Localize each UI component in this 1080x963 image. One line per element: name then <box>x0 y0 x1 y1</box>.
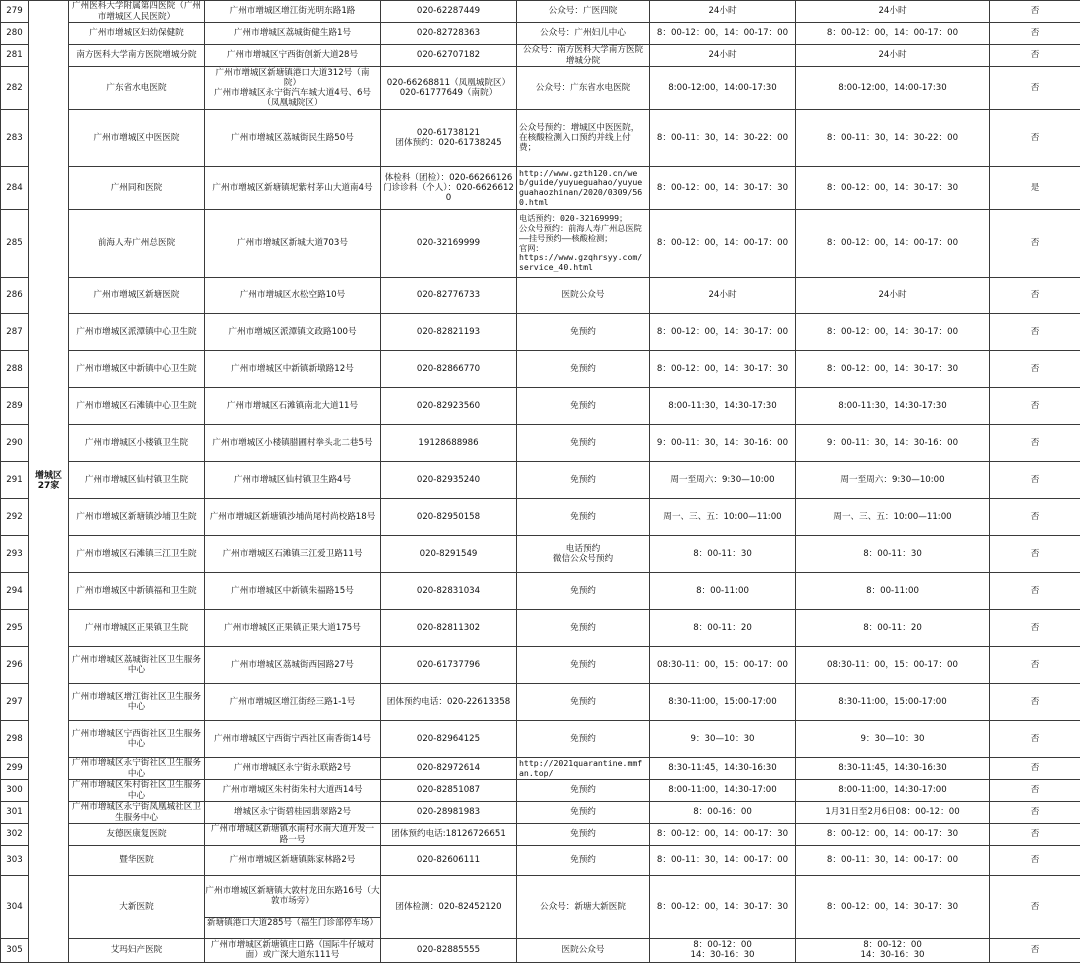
hours-holiday: 24小时 <box>796 45 990 67</box>
hours-weekday: 8：00-12：00，14：30-17：30 <box>650 351 796 388</box>
table-row <box>1 610 1080 647</box>
hospital-name: 广州市增城区荔城街社区卫生服务中心 <box>69 647 205 684</box>
table-row <box>1 684 1080 721</box>
row-number: 281 <box>1 45 29 67</box>
hospital-address: 广州市增城区荔城街民生路50号 <box>205 110 381 167</box>
flag-cell: 否 <box>990 780 1080 802</box>
row-number: 283 <box>1 110 29 167</box>
hours-holiday: 8:30-11:45，14:30-16:30 <box>796 758 990 780</box>
hours-weekday: 8：00-12：00，14：00-17：30 <box>650 824 796 846</box>
booking-method: 免预约 <box>517 610 650 647</box>
row-number: 287 <box>1 314 29 351</box>
booking-method: 公众号：广医四院 <box>517 1 650 23</box>
row-number: 286 <box>1 278 29 314</box>
table-row <box>1 536 1080 573</box>
row-number: 289 <box>1 388 29 425</box>
hours-holiday: 8：00-12：00，14：30-17：30 <box>796 876 990 939</box>
flag-cell: 否 <box>990 45 1080 67</box>
hospital-phone: 020-28981983 <box>381 802 517 824</box>
hospital-address: 广州市增城区新塘镇水南村水南大道开发一路一号 <box>205 824 381 846</box>
hours-holiday: 8：00-11：30，14：00-17：00 <box>796 846 990 876</box>
row-number: 288 <box>1 351 29 388</box>
flag-cell: 否 <box>990 23 1080 45</box>
hours-holiday: 8:30-11:00，15:00-17:00 <box>796 684 990 721</box>
hours-weekday: 8：00-16：00 <box>650 802 796 824</box>
row-number: 301 <box>1 802 29 824</box>
hospital-address: 广州市增城区新塘镇沙埔尚尾村尚校路18号 <box>205 499 381 536</box>
hours-weekday: 9：00-11：30，14：30-16：00 <box>650 425 796 462</box>
table-row <box>1 210 1080 278</box>
hospital-phone: 020-82950158 <box>381 499 517 536</box>
hospital-address: 广州市增城区正果镇正果大道175号 <box>205 610 381 647</box>
table-row <box>1 45 1080 67</box>
hours-holiday: 8:00-11:30，14:30-17:30 <box>796 388 990 425</box>
flag-cell: 否 <box>990 210 1080 278</box>
hours-holiday: 8：00-12：00，14：30-17：00 <box>796 314 990 351</box>
table-row <box>1 351 1080 388</box>
hours-weekday: 8：00-12：00，14：00-17：00 <box>650 23 796 45</box>
hours-weekday: 8：00-12：00 14：30-16：30 <box>650 938 796 962</box>
hospital-name: 南方医科大学南方医院增城分院 <box>69 45 205 67</box>
hospital-name: 广州市增城区新塘镇沙埔卫生院 <box>69 499 205 536</box>
hours-weekday: 8：00-12：00，14：30-17：30 <box>650 876 796 939</box>
row-number: 304 <box>1 876 29 939</box>
hours-holiday: 8：00-12：00，14：30-17：30 <box>796 351 990 388</box>
hospital-phone: 体检科（团检）：020-66266126 门诊诊科（个人）：020-66266120 <box>381 167 517 210</box>
booking-link[interactable]: http://2021quarantine.mmfan.top/ <box>517 758 650 780</box>
booking-method: 公众号：南方医科大学南方医院增城分院 <box>517 45 650 67</box>
hospital-phone: 19128688986 <box>381 425 517 462</box>
flag-cell: 否 <box>990 351 1080 388</box>
booking-method: 免预约 <box>517 721 650 758</box>
booking-method: 公众号：新塘大新医院 <box>517 876 650 939</box>
table-row <box>1 167 1080 210</box>
hospital-phone: 020-8291549 <box>381 536 517 573</box>
hospital-phone: 020-82923560 <box>381 388 517 425</box>
hospital-address: 广州市增城区朱村街朱村大道西14号 <box>205 780 381 802</box>
flag-cell: 否 <box>990 684 1080 721</box>
row-number: 297 <box>1 684 29 721</box>
booking-method: 公众号：广东省水电医院 <box>517 67 650 110</box>
hours-holiday: 8：00-12：00，14：00-17：00 <box>796 23 990 45</box>
hours-weekday: 8：00-12：00，14：00-17：00 <box>650 210 796 278</box>
flag-cell: 否 <box>990 388 1080 425</box>
row-number: 296 <box>1 647 29 684</box>
booking-method: 医院公众号 <box>517 938 650 962</box>
flag-cell: 否 <box>990 573 1080 610</box>
table-row <box>1 425 1080 462</box>
hospital-name: 艾玛妇产医院 <box>69 938 205 962</box>
hospital-phone: 020-61737796 <box>381 647 517 684</box>
hours-holiday: 24小时 <box>796 1 990 23</box>
table-row <box>1 758 1080 780</box>
hours-holiday: 8：00-11：20 <box>796 610 990 647</box>
hospital-address: 广州市增城区永宁街永联路2号 <box>205 758 381 780</box>
hours-weekday: 24小时 <box>650 45 796 67</box>
flag-cell: 否 <box>990 876 1080 939</box>
row-number: 285 <box>1 210 29 278</box>
hours-weekday: 周一至周六：9:30—10:00 <box>650 462 796 499</box>
hospital-address: 广州市增城区宁西街宁西社区南香街14号 <box>205 721 381 758</box>
flag-cell: 否 <box>990 938 1080 962</box>
hospital-address: 广州市增城区新城大道703号 <box>205 210 381 278</box>
hours-weekday: 8:00-12:00，14:00-17:30 <box>650 67 796 110</box>
hospital-phone: 020-82964125 <box>381 721 517 758</box>
hospital-name: 广州市增城区小楼镇卫生院 <box>69 425 205 462</box>
hospital-phone: 020-82776733 <box>381 278 517 314</box>
booking-method: 免预约 <box>517 780 650 802</box>
row-number: 303 <box>1 846 29 876</box>
hospital-phone: 团体预约电话：020-22613358 <box>381 684 517 721</box>
hospital-name: 广州市增城区妇幼保健院 <box>69 23 205 45</box>
flag-cell: 否 <box>990 721 1080 758</box>
hours-weekday: 24小时 <box>650 1 796 23</box>
hospital-address: 广州市增城区荔城街健生路1号 <box>205 23 381 45</box>
table-row <box>1 1 1080 23</box>
flag-cell: 否 <box>990 824 1080 846</box>
flag-cell: 否 <box>990 536 1080 573</box>
table-row <box>1 499 1080 536</box>
table-row <box>1 67 1080 110</box>
table-row <box>1 110 1080 167</box>
booking-method: 免预约 <box>517 351 650 388</box>
hospital-address: 广州市增城区荔城街西园路27号 <box>205 647 381 684</box>
table-row <box>1 938 1080 962</box>
hospital-phone: 020-82851087 <box>381 780 517 802</box>
booking-method: 免预约 <box>517 425 650 462</box>
booking-method: 公众号：广州妇儿中心 <box>517 23 650 45</box>
hours-holiday: 8:00-12:00，14:00-17:30 <box>796 67 990 110</box>
table-row <box>1 802 1080 824</box>
hospital-name: 广州市增城区宁西街社区卫生服务中心 <box>69 721 205 758</box>
flag-cell: 是 <box>990 167 1080 210</box>
row-number: 282 <box>1 67 29 110</box>
hospital-address: 广州市增城区石滩镇三江爱卫路11号 <box>205 536 381 573</box>
row-number: 305 <box>1 938 29 962</box>
flag-cell: 否 <box>990 425 1080 462</box>
hospital-phone: 020-32169999 <box>381 210 517 278</box>
hospital-phone: 020-82972614 <box>381 758 517 780</box>
hospital-address: 广州市增城区水松空路10号 <box>205 278 381 314</box>
address-line-1: 广州市增城区新塘镇大敦村龙田东路16号（大敦市场旁） <box>205 886 380 906</box>
hours-holiday: 8：00-12：00，14：00-17：00 <box>796 210 990 278</box>
row-number: 299 <box>1 758 29 780</box>
flag-cell: 否 <box>990 1 1080 23</box>
hospital-name: 广州市增城区新塘医院 <box>69 278 205 314</box>
hospital-name: 广州市增城区永宁街凤凰城社区卫生服务中心 <box>69 802 205 824</box>
flag-cell: 否 <box>990 314 1080 351</box>
hospital-name: 广州市增城区正果镇卫生院 <box>69 610 205 647</box>
hospital-name: 广州市增城区增江街社区卫生服务中心 <box>69 684 205 721</box>
hours-holiday: 8：00-12：00，14：00-17：30 <box>796 824 990 846</box>
booking-method: 免预约 <box>517 824 650 846</box>
hours-holiday: 8：00-12：00 14：30-16：30 <box>796 938 990 962</box>
hours-weekday: 8:00-11:30，14:30-17:30 <box>650 388 796 425</box>
hours-weekday: 8：00-11:00 <box>650 573 796 610</box>
booking-method: 公众号预约：增城区中医医院，在核酸检测入口预约并线上付费； <box>517 110 650 167</box>
hours-weekday: 8：00-12：00，14：30-17：30 <box>650 167 796 210</box>
hospital-phone: 020-82606111 <box>381 846 517 876</box>
hospital-phone: 020-82885555 <box>381 938 517 962</box>
table-row <box>1 647 1080 684</box>
flag-cell: 否 <box>990 610 1080 647</box>
row-number: 279 <box>1 1 29 23</box>
hospital-name: 广州市增城区派潭镇中心卫生院 <box>69 314 205 351</box>
hospital-phone: 020-82821193 <box>381 314 517 351</box>
booking-method: 免预约 <box>517 647 650 684</box>
hospital-address: 广州市增城区新塘镇港口大道312号（南院） 广州市增城区永宁街汽车城大道4号、6号（凤凰城院区） <box>205 67 381 110</box>
hours-weekday: 8:30-11:45，14:30-16:30 <box>650 758 796 780</box>
hours-weekday: 周一、三、五：10:00—11:00 <box>650 499 796 536</box>
flag-cell: 否 <box>990 462 1080 499</box>
hospital-address: 广州市增城区增江街光明东路1路 <box>205 1 381 23</box>
hospital-name: 广州市增城区中新镇福和卫生院 <box>69 573 205 610</box>
table-row <box>1 721 1080 758</box>
row-number: 280 <box>1 23 29 45</box>
hospital-name: 广州市增城区仙村镇卫生院 <box>69 462 205 499</box>
booking-method: 免预约 <box>517 573 650 610</box>
hospital-address: 广州市增城区石滩镇南北大道11号 <box>205 388 381 425</box>
table-row <box>1 462 1080 499</box>
hospital-name: 广州医科大学附属第四医院（广州市增城区人民医院） <box>69 1 205 23</box>
row-number: 293 <box>1 536 29 573</box>
row-number: 284 <box>1 167 29 210</box>
booking-method: 免预约 <box>517 499 650 536</box>
hospital-phone: 020-62707182 <box>381 45 517 67</box>
hours-holiday: 8：00-11：30，14：30-22：00 <box>796 110 990 167</box>
hospital-address: 广州市增城区小楼镇腊圃村拳头北二巷5号 <box>205 425 381 462</box>
hospital-phone: 020-82935240 <box>381 462 517 499</box>
hospital-address: 增城区永宁街碧桂园翡翠路2号 <box>205 802 381 824</box>
booking-method: 免预约 <box>517 388 650 425</box>
booking-method: 免预约 <box>517 684 650 721</box>
table-row <box>1 573 1080 610</box>
flag-cell: 否 <box>990 110 1080 167</box>
table-row <box>1 876 1080 939</box>
hospital-name: 广州市增城区朱村街社区卫生服务中心 <box>69 780 205 802</box>
hospital-address <box>205 876 381 939</box>
flag-cell: 否 <box>990 499 1080 536</box>
hospital-address: 广州市增城区增江街经三路1-1号 <box>205 684 381 721</box>
hospital-name: 暨华医院 <box>69 846 205 876</box>
hours-weekday: 8：00-11：30，14：30-22：00 <box>650 110 796 167</box>
table-row <box>1 278 1080 314</box>
flag-cell: 否 <box>990 846 1080 876</box>
hours-holiday: 8:00-11:00，14:30-17:00 <box>796 780 990 802</box>
hospital-name: 广州同和医院 <box>69 167 205 210</box>
row-number: 302 <box>1 824 29 846</box>
hospital-address: 广州市增城区新塘镇坭紫村茅山大道南4号 <box>205 167 381 210</box>
flag-cell: 否 <box>990 647 1080 684</box>
row-number: 291 <box>1 462 29 499</box>
booking-method: 免预约 <box>517 846 650 876</box>
booking-method: 免预约 <box>517 802 650 824</box>
booking-method: 电话预约 微信公众号预约 <box>517 536 650 573</box>
hospital-name: 前海人寿广州总医院 <box>69 210 205 278</box>
table-row <box>1 780 1080 802</box>
hospital-phone: 020-82866770 <box>381 351 517 388</box>
hospital-address: 广州市增城区仙村镇卫生路4号 <box>205 462 381 499</box>
hospital-name: 广州市增城区中新镇中心卫生院 <box>69 351 205 388</box>
row-number: 295 <box>1 610 29 647</box>
hours-holiday: 1月31日至2月6日08：00-12：00 <box>796 802 990 824</box>
hours-weekday: 8：00-11：30 <box>650 536 796 573</box>
hours-weekday: 8：00-11：30，14：00-17：00 <box>650 846 796 876</box>
table-row <box>1 23 1080 45</box>
hospital-phone: 团体预约电话:18126726651 <box>381 824 517 846</box>
hospital-phone: 020-66268811（凤凰城院区） 020-61777649（南院） <box>381 67 517 110</box>
hours-weekday: 9：30—10：30 <box>650 721 796 758</box>
flag-cell: 否 <box>990 758 1080 780</box>
hours-holiday: 8：00-11：30 <box>796 536 990 573</box>
hospital-phone: 团体检测：020-82452120 <box>381 876 517 939</box>
hours-weekday: 24小时 <box>650 278 796 314</box>
hospital-phone: 020-62287449 <box>381 1 517 23</box>
hospital-name: 广州市增城区中医医院 <box>69 110 205 167</box>
booking-method: 免预约 <box>517 462 650 499</box>
flag-cell: 否 <box>990 278 1080 314</box>
hospital-name: 广州市增城区石滩镇中心卫生院 <box>69 388 205 425</box>
hours-holiday: 周一至周六：9:30—10:00 <box>796 462 990 499</box>
hospital-address: 广州市增城区中新镇新墩路12号 <box>205 351 381 388</box>
hospital-address: 广州市增城区宁西街创新大道28号 <box>205 45 381 67</box>
hospital-name: 广东省水电医院 <box>69 67 205 110</box>
table-row <box>1 846 1080 876</box>
hospital-address: 广州市增城区新塘镇庄口路（国际牛仔城对面）或广深大道东111号 <box>205 938 381 962</box>
hours-holiday: 08:30-11：00，15：00-17：00 <box>796 647 990 684</box>
hospital-name: 广州市增城区石滩镇三江卫生院 <box>69 536 205 573</box>
row-number: 290 <box>1 425 29 462</box>
table-row <box>1 824 1080 846</box>
table-row <box>1 314 1080 351</box>
booking-method: 医院公众号 <box>517 278 650 314</box>
hours-weekday: 8：00-12：00，14：30-17：00 <box>650 314 796 351</box>
hours-weekday: 8:00-11:00，14:30-17:00 <box>650 780 796 802</box>
hours-holiday: 9：00-11：30，14：30-16：00 <box>796 425 990 462</box>
hospital-address: 广州市增城区新塘镇陈家林路2号 <box>205 846 381 876</box>
row-number: 300 <box>1 780 29 802</box>
row-number: 298 <box>1 721 29 758</box>
hospital-name: 广州市增城区永宁街社区卫生服务中心 <box>69 758 205 780</box>
hours-holiday: 24小时 <box>796 278 990 314</box>
hospital-name: 大新医院 <box>69 876 205 939</box>
booking-method: 免预约 <box>517 314 650 351</box>
flag-cell: 否 <box>990 67 1080 110</box>
address-line-2: 新塘镇港口大道285号（福生门诊部停车场） <box>205 917 381 928</box>
hospital-name: 友德医康复医院 <box>69 824 205 846</box>
hours-weekday: 8：00-11：20 <box>650 610 796 647</box>
row-number: 294 <box>1 573 29 610</box>
flag-cell: 否 <box>990 802 1080 824</box>
hospital-phone: 020-82728363 <box>381 23 517 45</box>
hours-holiday: 9：30—10：30 <box>796 721 990 758</box>
hospital-phone: 020-82831034 <box>381 573 517 610</box>
table-row <box>1 388 1080 425</box>
hours-holiday: 8：00-12：00，14：30-17：30 <box>796 167 990 210</box>
hospital-address: 广州市增城区派潭镇文政路100号 <box>205 314 381 351</box>
hours-weekday: 08:30-11：00，15：00-17：00 <box>650 647 796 684</box>
row-number: 292 <box>1 499 29 536</box>
booking-link[interactable]: http://www.gzth120.cn/web/guide/yuyueguahao/yuyueguahaozhinan/2020/0309/560.html <box>517 167 650 210</box>
hospital-address: 广州市增城区中新镇朱福路15号 <box>205 573 381 610</box>
hours-holiday: 周一、三、五：10:00—11:00 <box>796 499 990 536</box>
booking-method[interactable]: 电话预约：020-32169999； 公众号预约：前海人寿广州总医院——挂号预约——核酸检测； 官网： https://www.gzqhrsyy.com/service_40.html <box>517 210 650 278</box>
district-cell: 增城区 27家 <box>29 1 69 963</box>
hospital-phone: 020-82811302 <box>381 610 517 647</box>
hours-holiday: 8：00-11:00 <box>796 573 990 610</box>
hours-weekday: 8:30-11:00，15:00-17:00 <box>650 684 796 721</box>
hospital-phone: 020-61738121 团体预约：020-61738245 <box>381 110 517 167</box>
